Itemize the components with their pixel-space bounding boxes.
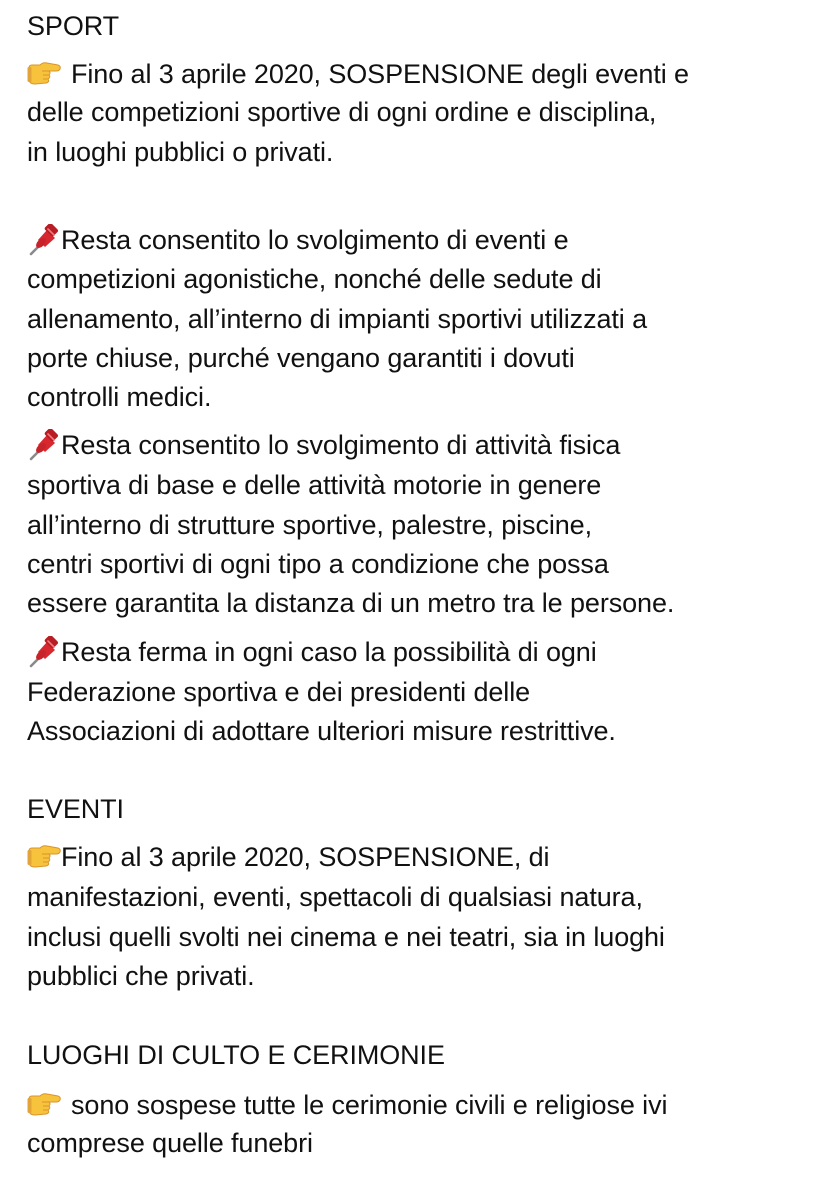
sport-paragraph-3-line-1: Resta consentito lo svolgimento di attività fisica <box>27 426 620 464</box>
sport-paragraph-3-line-4: centri sportivi di ogni tipo a condizione che possa <box>27 549 609 579</box>
sport-paragraph-2-line-3: allenamento, all’interno di impianti sportivi utilizzati a <box>27 304 647 334</box>
sport-paragraph-2-line-4: porte chiuse, purché vengano garantiti i dovuti <box>27 343 575 373</box>
sport-paragraph-1-line-1: Fino al 3 aprile 2020, SOSPENSIONE degli eventi e <box>27 55 689 93</box>
sport-paragraph-4-line-2: Federazione sportiva e dei presidenti delle <box>27 677 531 707</box>
eventi-paragraph-1-line-2: manifestazioni, eventi, spettacoli di qualsiasi natura, <box>27 882 643 912</box>
backhand-index-pointing-right-icon <box>27 838 61 876</box>
backhand-index-pointing-right-icon <box>27 55 61 93</box>
sport-paragraph-4-line-1: Resta ferma in ogni caso la possibilità di ogni <box>27 633 597 671</box>
culto-paragraph-1-line-2: comprese quelle funebri <box>27 1128 313 1158</box>
sport-paragraph-2-line-2: competizioni agonistiche, nonché delle sedute di <box>27 264 602 294</box>
sport-paragraph-2-line-5: controlli medici. <box>27 382 212 412</box>
backhand-index-pointing-right-icon <box>27 1086 61 1124</box>
pushpin-icon <box>27 633 61 671</box>
section-heading-culto: LUOGHI DI CULTO E CERIMONIE <box>27 1040 445 1070</box>
eventi-paragraph-1-line-4: pubblici che privati. <box>27 961 255 991</box>
sport-paragraph-2-line-1: Resta consentito lo svolgimento di eventi e <box>27 221 569 259</box>
sport-paragraph-3-line-2: sportiva di base e delle attività motorie in genere <box>27 470 602 500</box>
pushpin-icon <box>27 221 61 259</box>
eventi-paragraph-1-line-1: Fino al 3 aprile 2020, SOSPENSIONE, di <box>27 838 549 876</box>
sport-paragraph-3-line-3: all’interno di strutture sportive, palestre, piscine, <box>27 510 592 540</box>
sport-paragraph-1-line-3: in luoghi pubblici o privati. <box>27 137 334 167</box>
sport-paragraph-1-line-2: delle competizioni sportive di ogni ordine e disciplina, <box>27 97 657 127</box>
section-heading-eventi: EVENTI <box>27 794 124 824</box>
sport-paragraph-4-line-3: Associazioni di adottare ulteriori misure restrittive. <box>27 716 616 746</box>
eventi-paragraph-1-line-3: inclusi quelli svolti nei cinema e nei teatri, sia in luoghi <box>27 922 665 952</box>
pushpin-icon <box>27 426 61 464</box>
section-heading-sport: SPORT <box>27 11 120 41</box>
culto-paragraph-1-line-1: sono sospese tutte le cerimonie civili e religiose ivi <box>27 1086 667 1124</box>
sport-paragraph-3-line-5: essere garantita la distanza di un metro tra le persone. <box>27 588 675 618</box>
